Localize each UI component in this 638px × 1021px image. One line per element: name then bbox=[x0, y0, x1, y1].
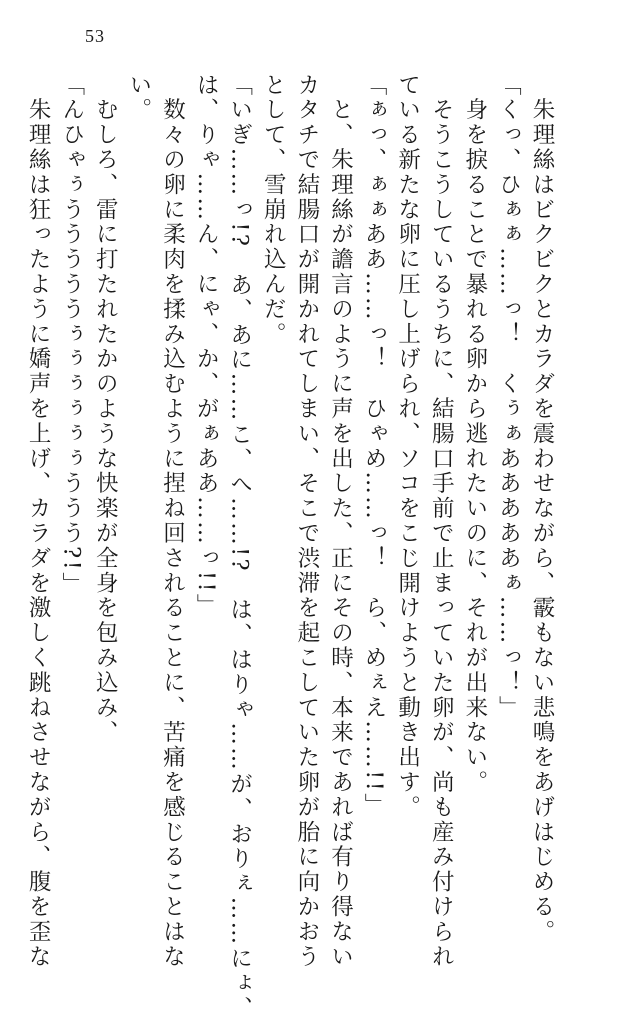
text-line: 身を捩ることで暴れる卵から逃れたいのに、それが出来ない。 bbox=[461, 73, 488, 796]
text-line: そうこうしているうちに、結腸口手前で止まっていた卵が、尚も産み付けられ bbox=[428, 73, 455, 970]
text-line: カタチで結腸口が開かれてしまい、そこで渋滞を起こしていた卵が胎に向かおう bbox=[293, 73, 320, 970]
text-line: は、りゃ……ん、にゃ、か、がぁああ……っ!!」 bbox=[193, 73, 220, 619]
text-line: 「ぁっ、ぁぁああ……っ！ ひゃめ……っ！ ら、めぇえ……!!」 bbox=[361, 73, 388, 818]
body-text bbox=[21, 73, 559, 1021]
text-line: 朱理絲は狂ったように嬌声を上げ、カラダを激しく跳ねさせながら、腹を歪な bbox=[25, 73, 52, 970]
text-line: 「んひゃぅうううううぅぅぅぅぅぅううう?!」 bbox=[58, 73, 85, 597]
text-line: 「くっ、ひぁぁ……っ！ くぅぁあああああぁ……っ！」 bbox=[495, 73, 522, 721]
text-line: ている新たな卵に圧し上げられ、ソコをこじ開けようと動き出す。 bbox=[394, 73, 421, 820]
text-line: 数々の卵に柔肉を揉み込むように捏ね回されることに、苦痛を感じることはな bbox=[159, 73, 186, 970]
text-line: むしろ、雷に打たれたかのような快楽が全身を包み込み、 bbox=[92, 73, 119, 746]
text-line: い。 bbox=[125, 73, 152, 123]
page-number: 53 bbox=[85, 26, 105, 46]
text-line: として、雪崩れ込んだ。 bbox=[260, 73, 287, 347]
text-line: と、朱理絲が譫言のように声を出した、正にその時、本来であれば有り得ない bbox=[327, 73, 354, 970]
text-line: 「いぎ……っ!? あ、あに……こ、へ……!? は、はりゃ……が、おりぇ……にょ、 bbox=[226, 73, 253, 1021]
text-line: 朱理絲はビクビクとカラダを震わせながら、霰もない悲鳴をあげはじめる。 bbox=[529, 73, 555, 945]
